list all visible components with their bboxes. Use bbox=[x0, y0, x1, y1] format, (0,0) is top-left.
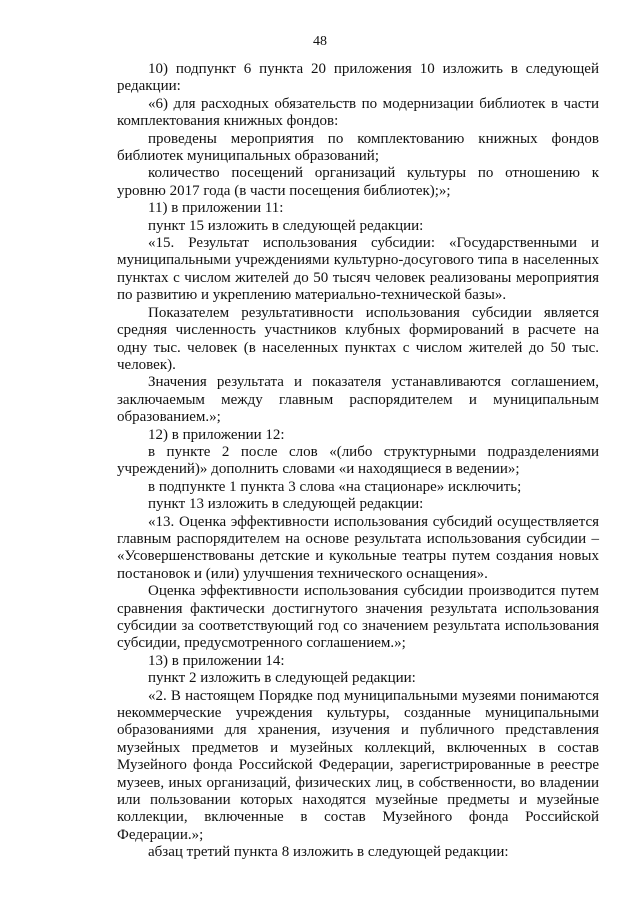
paragraph: абзац третий пункта 8 изложить в следующей редакции: bbox=[148, 844, 509, 861]
paragraph: «2. В настоящем Порядке под муниципальными музеями понимаются некоммерческие учреждения культуры, созданные муниципальными образованиями для хранения, изучения и публичного представления музейных предметов и музейных коллекций, включенных в состав Музейного фонда Российской Федерации, зарегистрированные в реестре музеев, иных организаций, физических лиц, в собственности, во владении или пользовании которых находятся музейные предметы и музейные коллекции, включенные в состав Музейного фонда Российской Федерации.»; bbox=[117, 687, 599, 843]
paragraph: количество посещений организаций культуры по отношению к уровню 2017 года (в части посещения библиотек);»; bbox=[117, 165, 599, 199]
paragraph: 12) в приложении 12: bbox=[148, 426, 285, 443]
paragraph: пункт 2 изложить в следующей редакции: bbox=[148, 670, 416, 687]
paragraph: 10) подпункт 6 пункта 20 приложения 10 изложить в следующей редакции: bbox=[117, 61, 599, 95]
paragraph: пункт 15 изложить в следующей редакции: bbox=[148, 217, 424, 234]
document-body bbox=[117, 61, 599, 862]
paragraph: «15. Результат использования субсидии: «Государственными и муниципальными учреждениями культурно-досугового типа в населенных пунктах с числом жителей до 50 тысяч человек реализованы мероприятия по развитию и укреплению материально-технической базы». bbox=[117, 235, 599, 304]
paragraph: Значения результата и показателя устанавливаются соглашением, заключаемым между главным распорядителем и муниципальным образованием.»; bbox=[117, 374, 599, 426]
paragraph: в пункте 2 после слов «(либо структурными подразделениями учреждений)» дополнить словами «и находящиеся в ведении»; bbox=[117, 443, 599, 478]
paragraph: 13) в приложении 14: bbox=[148, 652, 285, 669]
paragraph: «6) для расходных обязательств по модернизации библиотек в части комплектования книжных фондов: bbox=[117, 95, 599, 130]
paragraph: Оценка эффективности использования субсидии производится путем сравнения фактически достигнутого значения результата использования субсидии за соответствующий год со значением результата использования субсидии, предусмотренного соглашением.»; bbox=[117, 583, 599, 652]
paragraph: проведены мероприятия по комплектованию книжных фондов библиотек муниципальных образований; bbox=[117, 130, 599, 165]
paragraph: Показателем результативности использования субсидии является средняя численность участников клубных формирований в расчете на одну тыс. человек (в населенных пунктах с числом жителей до 50 тыс. человек). bbox=[117, 304, 599, 373]
paragraph: 11) в приложении 11: bbox=[148, 200, 284, 217]
page-number: 48 bbox=[313, 34, 327, 49]
paragraph: «13. Оценка эффективности использования субсидий осуществляется главным распорядителем на основе результата использования субсидии – «Усовершенствованы детские и кукольные театры путем создания новых постановок и (или) улучшения технического оснащения». bbox=[117, 513, 599, 582]
paragraph: пункт 13 изложить в следующей редакции: bbox=[148, 496, 424, 513]
paragraph: в подпункте 1 пункта 3 слова «на стационаре» исключить; bbox=[148, 478, 522, 495]
